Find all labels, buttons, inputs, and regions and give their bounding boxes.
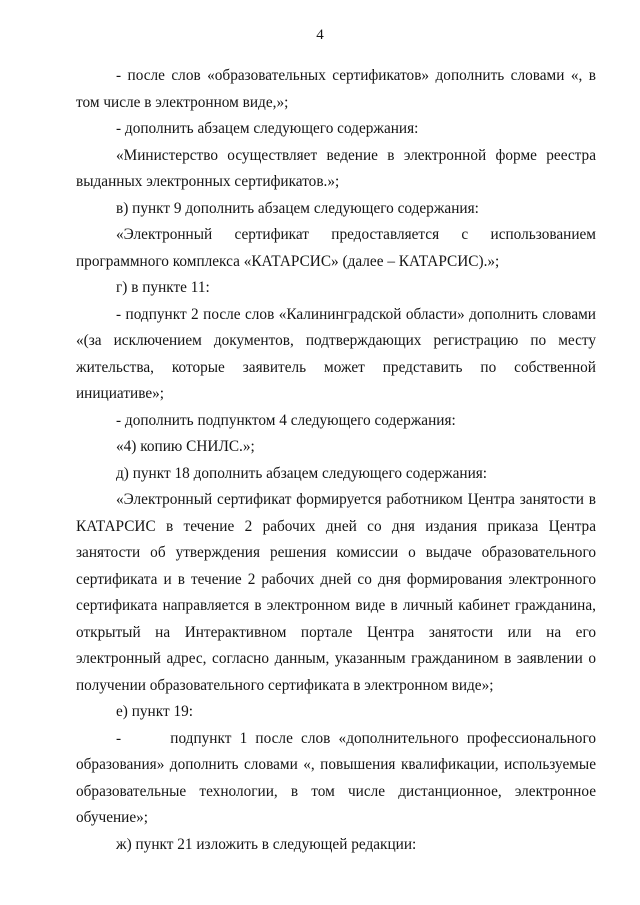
- document-body: [76, 63, 596, 858]
- paragraph-7: - подпункт 2 после слов «Калининградской области» дополнить словами «(за исключением документов, подтверждающих регистрацию по месту жительства, которые заявитель может представить по собственной инициативе»;: [76, 305, 596, 402]
- paragraph-5: «Электронный сертификат предоставляется с использованием программного комплекса «КАТАРСИС» (далее – КАТАРСИС).»;: [76, 226, 596, 270]
- paragraph-3: «Министерство осуществляет ведение в электронной форме реестра выданных электронных сертификатов.»;: [76, 146, 596, 190]
- paragraph-8: - дополнить подпунктом 4 следующего содержания:: [116, 411, 456, 429]
- page-number: 4: [316, 27, 324, 43]
- paragraph-1: - после слов «образовательных сертификатов» дополнить словами «, в том числе в электронном виде,»;: [76, 67, 596, 111]
- paragraph-4: в) пункт 9 дополнить абзацем следующего содержания:: [116, 199, 479, 217]
- paragraph-2: - дополнить абзацем следующего содержания:: [116, 120, 419, 137]
- paragraph-12: е) пункт 19:: [116, 703, 194, 720]
- paragraph-9: «4) копию СНИЛС.»;: [116, 438, 255, 455]
- paragraph-10: д) пункт 18 дополнить абзацем следующего содержания:: [116, 464, 488, 482]
- paragraph-6: г) в пункте 11:: [116, 279, 210, 296]
- paragraph-11: «Электронный сертификат формируется работником Центра занятости в КАТАРСИС в течение 2 рабочих дней со дня издания приказа Центра занятости об утверждения решения комиссии о выдаче образовательного сертификата и в течение 2 рабочих дней со дня формирования электронного сертификата направляется в электронном виде в личный кабинет гражданина, открытый на Интерактивном портале Центра занятости или на его электронный адрес, согласно данным, указанным гражданином в заявлении о получении образовательного сертификата в электронном виде»;: [76, 491, 596, 694]
- paragraph-14: ж) пункт 21 изложить в следующей редакции:: [116, 835, 417, 853]
- paragraph-13: - подпункт 1 после слов «дополнительного профессионального образования» дополнить словами «, повышения квалификации, используемые образовательные технологии, в том числе дистанционное, электронное обучение»;: [76, 729, 596, 826]
